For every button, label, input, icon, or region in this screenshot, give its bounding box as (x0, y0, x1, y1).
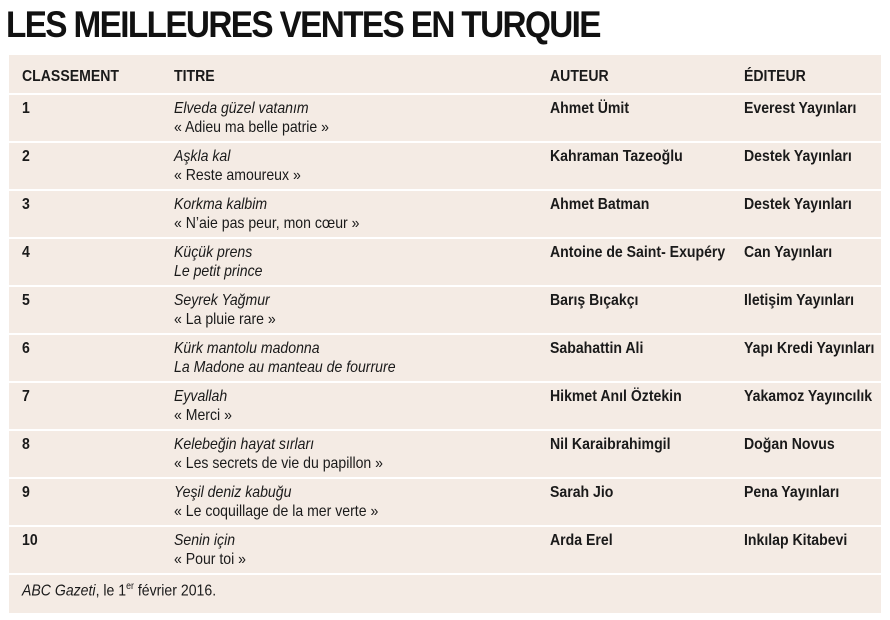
row-title-french: « Merci » (174, 407, 232, 424)
row-rank: 8 (22, 436, 30, 453)
table-row (9, 95, 881, 143)
row-title-turkish: Eyvallah (174, 388, 228, 405)
table-row (9, 239, 881, 287)
row-title-french: « Le coquillage de la mer verte » (174, 503, 379, 520)
table-row (9, 191, 881, 239)
row-publisher: Yakamoz Yayıncılık (744, 388, 873, 405)
row-rank: 1 (22, 100, 30, 117)
row-publisher: Destek Yayınları (744, 148, 852, 165)
row-title-french: « Adieu ma belle patrie » (174, 119, 329, 136)
row-title-turkish: Senin için (174, 532, 236, 549)
row-rank: 10 (22, 532, 38, 549)
table-row (9, 527, 881, 575)
row-publisher: Destek Yayınları (744, 196, 852, 213)
table-row (9, 479, 881, 527)
source-name: ABC Gazeti (22, 582, 96, 600)
table-row (9, 383, 881, 431)
row-publisher: Inkılap Kitabevi (744, 532, 848, 549)
row-publisher: Iletişim Yayınları (744, 292, 855, 309)
table-row (9, 287, 881, 335)
row-author: Ahmet Ümit (550, 100, 630, 117)
table-row (9, 335, 881, 383)
row-author: Nil Karaibrahimgil (550, 436, 671, 453)
row-title-turkish: Aşkla kal (174, 148, 231, 165)
row-title-french: « Les secrets de vie du papillon » (174, 455, 383, 472)
source-date-suffix: février 2016. (133, 582, 217, 600)
table-row (9, 143, 881, 191)
row-rank: 7 (22, 388, 30, 405)
row-title-turkish: Kürk mantolu madonna (174, 340, 320, 357)
source-date-prefix: , le 1 (95, 582, 127, 600)
row-title-french: « Reste amoureux » (174, 167, 301, 184)
source-date-sup: er (126, 581, 134, 592)
page-title: LES MEILLEURES VENTES EN TURQUIE (6, 4, 600, 45)
row-title-french: « Pour toi » (174, 551, 247, 568)
row-title-turkish: Kelebeğin hayat sırları (174, 436, 315, 453)
row-title-french: « N’aie pas peur, mon cœur » (174, 215, 360, 232)
row-publisher: Can Yayınları (744, 244, 833, 261)
row-rank: 4 (22, 244, 30, 261)
row-author: Kahraman Tazeoğlu (550, 148, 683, 165)
table-header (9, 55, 881, 95)
row-author: Arda Erel (550, 532, 613, 549)
row-title-french: La Madone au manteau de fourrure (174, 359, 396, 376)
row-publisher: Doğan Novus (744, 436, 835, 453)
source-note (22, 581, 216, 600)
row-publisher: Pena Yayınları (744, 484, 840, 501)
row-title-french: « La pluie rare » (174, 311, 276, 328)
row-rank: 2 (22, 148, 30, 165)
row-rank: 9 (22, 484, 30, 501)
row-author: Sabahattin Ali (550, 340, 644, 357)
row-title-turkish: Yeşil deniz kabuğu (174, 484, 292, 501)
header-publisher: ÉDITEUR (744, 68, 806, 85)
row-title-turkish: Seyrek Yağmur (174, 292, 270, 309)
header-author: AUTEUR (550, 68, 609, 85)
row-author: Ahmet Batman (550, 196, 650, 213)
row-title-turkish: Küçük prens (174, 244, 253, 261)
row-author: Antoine de Saint- Exupéry (550, 244, 726, 261)
row-title-turkish: Korkma kalbim (174, 196, 268, 213)
row-publisher: Everest Yayınları (744, 100, 857, 117)
row-title-french: Le petit prince (174, 263, 263, 280)
row-author: Barış Bıçakçı (550, 292, 639, 309)
row-rank: 5 (22, 292, 30, 309)
row-publisher: Yapı Kredi Yayınları (744, 340, 875, 357)
header-title: TITRE (174, 68, 215, 85)
row-title-turkish: Elveda güzel vatanım (174, 100, 309, 117)
table-row (9, 431, 881, 479)
header-rank: CLASSEMENT (22, 68, 120, 85)
row-author: Hikmet Anıl Öztekin (550, 388, 682, 405)
row-rank: 6 (22, 340, 30, 357)
row-author: Sarah Jio (550, 484, 614, 501)
bestseller-table (9, 55, 881, 613)
row-rank: 3 (22, 196, 30, 213)
